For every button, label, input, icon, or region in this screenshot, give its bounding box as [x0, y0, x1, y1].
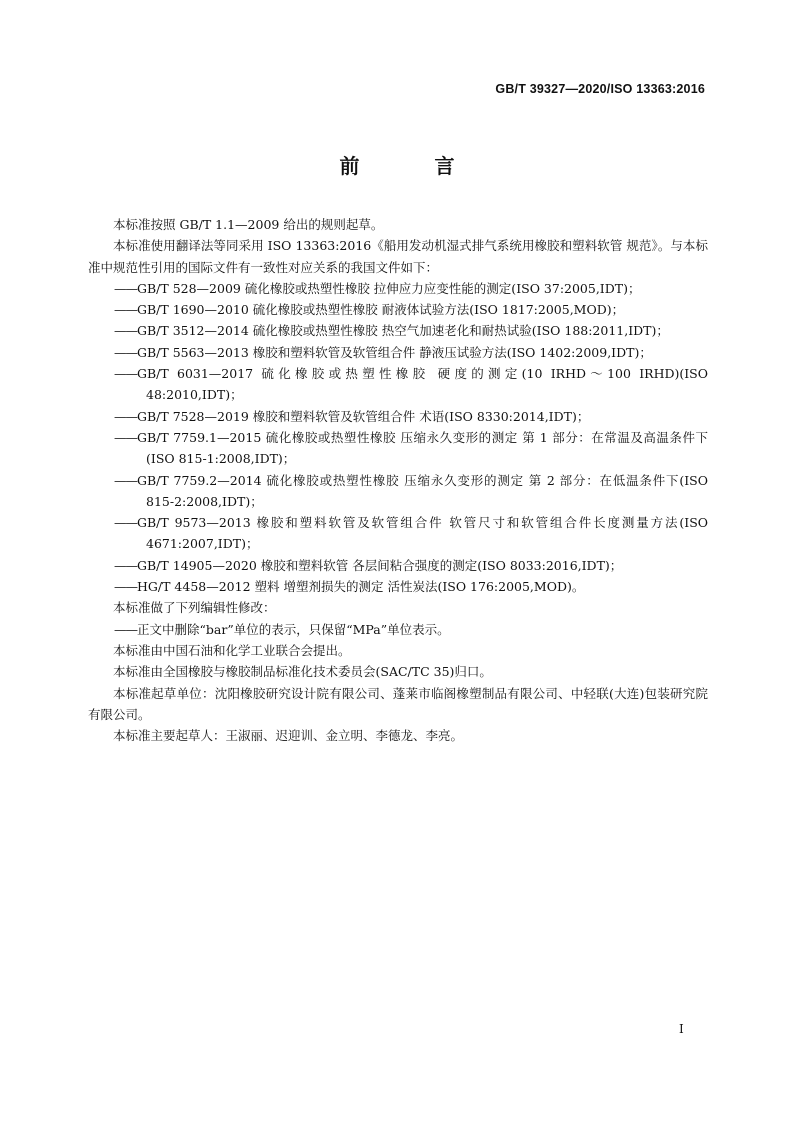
intro-paragraph-1: 本标准按照 GB/T 1.1—2009 给出的规则起草。: [113, 217, 384, 232]
list-dash: ——: [114, 302, 137, 318]
reference-text: GB/T 9573—2013 橡胶和塑料软管及软管组合件 软管尺寸和软管组合件长度测量方法(ISO 4671:2007,IDT)；: [137, 515, 708, 552]
list-dash: ——: [114, 366, 137, 382]
list-dash: ——: [114, 557, 137, 573]
list-dash: ——: [114, 472, 137, 488]
reference-text: HG/T 4458—2012 塑料 增塑剂损失的测定 活性炭法(ISO 176:2005,MOD)。: [137, 579, 585, 595]
drafting-units-paragraph: 本标准起草单位：沈阳橡胶研究设计院有限公司、蓬莱市临阁橡塑制品有限公司、中轻联(大连)包装研究院有限公司。: [88, 685, 708, 722]
page-title: 前 言: [339, 154, 489, 178]
list-dash: ——: [114, 429, 137, 445]
reference-item: [88, 555, 708, 576]
reference-item: [88, 363, 708, 406]
reference-text: GB/T 7759.1—2015 硫化橡胶或热塑性橡胶 压缩永久变形的测定 第 1 部分：在常温及高温条件下(ISO 815-1:2008,IDT)；: [137, 429, 708, 467]
reference-text: GB/T 3512—2014 硫化橡胶或热塑性橡胶 热空气加速老化和耐热试验(ISO 188:2011,IDT)；: [137, 323, 669, 339]
list-dash: ——: [114, 579, 137, 595]
document-body: [88, 214, 708, 746]
list-dash: ——: [114, 621, 137, 637]
reference-text: GB/T 6031—2017 硫化橡胶或热塑性橡胶 硬度的测定(10 IRHD～100 IRHD)(ISO 48:2010,IDT)；: [137, 366, 708, 403]
reference-text: GB/T 528—2009 硫化橡胶或热塑性橡胶 拉伸应力应变性能的测定(ISO 37:2005,IDT)；: [137, 280, 641, 296]
list-dash: ——: [114, 280, 137, 296]
reference-item: [88, 512, 708, 555]
list-dash: ——: [114, 408, 137, 424]
reference-item: [88, 320, 708, 341]
intro-paragraph-2: 本标准使用翻译法等同采用 ISO 13363:2016《船用发动机湿式排气系统用橡胶和塑料软管 规范》。与本标准中规范性引用的国际文件有一致性对应关系的我国文件如下：: [88, 238, 708, 275]
proposer-paragraph: 本标准由中国石油和化学工业联合会提出。: [113, 642, 351, 658]
reference-text: GB/T 7759.2—2014 硫化橡胶或热塑性橡胶 压缩永久变形的测定 第 2 部分：在低温条件下(ISO 815-2:2008,IDT)；: [137, 472, 708, 509]
editorial-text: 正文中删除“bar”单位的表示，只保留“MPa”单位表示。: [137, 621, 450, 637]
reference-text: GB/T 7528—2019 橡胶和塑料软管及软管组合件 术语(ISO 8330:2014,IDT)；: [137, 408, 590, 424]
reference-item: [88, 342, 708, 363]
reference-item: [88, 470, 708, 513]
editorial-item: [88, 619, 708, 640]
committee-paragraph: 本标准由全国橡胶与橡胶制品标准化技术委员会(SAC/TC 35)归口。: [113, 664, 492, 680]
reference-text: GB/T 14905—2020 橡胶和塑料软管 各层间粘合强度的测定(ISO 8033:2016,IDT)；: [137, 557, 623, 573]
drafters-paragraph: 本标准主要起草人：王淑丽、迟迎训、金立明、李德龙、李亮。: [113, 728, 464, 744]
list-dash: ——: [114, 515, 137, 531]
standard-code: GB/T 39327—2020/ISO 13363:2016: [495, 82, 705, 96]
reference-text: GB/T 1690—2010 硫化橡胶或热塑性橡胶 耐液体试验方法(ISO 1817:2005,MOD)；: [137, 302, 625, 318]
page-number: I: [679, 1022, 684, 1036]
reference-text: GB/T 5563—2013 橡胶和塑料软管及软管组合件 静液压试验方法(ISO 1402:2009,IDT)；: [137, 344, 652, 360]
reference-item: [88, 299, 708, 320]
reference-item: [88, 427, 708, 470]
editorial-intro: 本标准做了下列编辑性修改：: [113, 600, 276, 616]
reference-item: [88, 278, 708, 299]
reference-item: [88, 406, 708, 427]
reference-item: [88, 576, 708, 597]
list-dash: ——: [114, 323, 137, 339]
list-dash: ——: [114, 344, 137, 360]
